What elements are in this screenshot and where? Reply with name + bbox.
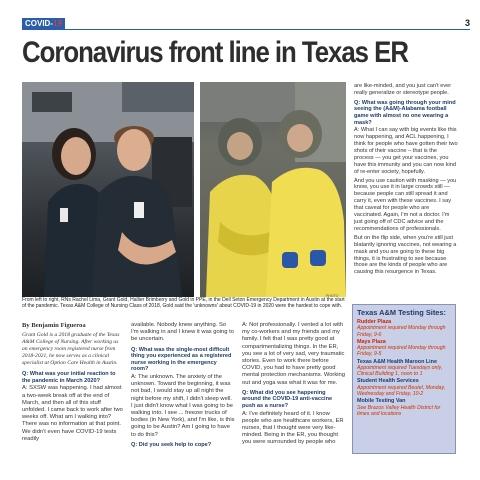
answer: available. Nobody knew anything. So I'm walking in and I knew it was going to be uncertain. (131, 322, 234, 343)
header-rule (22, 29, 470, 30)
site-detail: Appointment required Monday through Friday, 9-6 (357, 325, 446, 338)
photo-nurses-portrait (22, 82, 194, 297)
answer: And you use caution with masking — you know, you use it in large crowds still — because people can still spread it and carry it, even with these vaccines. I say that caveat for people who are vaccinated. Again, I'm not a doctor. I'm just going off of CDC advice and the recommendations of professionals. (354, 177, 457, 232)
site-name: Student Health Services (357, 378, 419, 385)
testing-site (357, 359, 451, 378)
photo-credit: PHOTO (326, 294, 339, 298)
answer: A: What I can say with big events like this now happening, and ACL happening, I think for people who have gotten their two shots of their vaccine – that is the process — you get your vaccines, you have this immunity and you can now kind of re-enter society, hopefully. (354, 127, 458, 175)
site-name: Mobile Testing Van (357, 398, 406, 405)
photo-nurses-illustration (22, 82, 194, 297)
page-number: 3 (464, 18, 470, 28)
byline: By Benjamin Figueroa (22, 322, 86, 329)
photo-caption: From left to right, RNs Rachel Lima, Grant Gold, Hallier Brimberry and Gold in PPE, in the Dell Seton Emergency Department in Austin at the start of the pandemic. Texas A&M College of Nursing Class of 2018, Gold said the 'unknowns' about COVID-19 in 2020 were the hardest to cope with. (22, 297, 345, 310)
article-column-4 (354, 83, 458, 278)
testing-site (357, 378, 451, 397)
article-column-3 (242, 322, 346, 449)
section-tag (22, 18, 65, 29)
answer: A: SXSW was happening. I had almost a two-week break off at the end of March, and then all of this stuff unfolded. I came back to work after two weeks off. What am I walking into? There was no information at that point. We didn't even have COVID-19 tests readily (22, 385, 123, 442)
question: Q: Did you seek help to cope? (131, 441, 212, 448)
testing-site (357, 398, 451, 417)
section-year: 19 (53, 19, 62, 28)
site-name: Texas A&M Health Maroon Line (357, 358, 437, 365)
question: Q: What was the single-most difficult thing you experienced as a registered nurse working in the emergency room? (131, 346, 232, 373)
question: Q: What was your initial reaction to the pandemic in March 2020? (22, 371, 116, 384)
page-header (0, 18, 480, 30)
testing-site (357, 339, 451, 358)
testing-site (357, 319, 451, 338)
site-detail: See Brazos Valley Health District for times and locations (357, 404, 441, 417)
site-name: Mays Plaza (357, 338, 386, 345)
site-name: Rudder Plaza (357, 319, 392, 325)
answer: are like-minded, and you just can't ever really generalize or stereotype people. (354, 83, 452, 96)
photo-ppe-illustration (200, 82, 346, 297)
answer: A: I've definitely heard of it. I know people who are healthcare workers, ER nurses, that I thought were very like-minded. Being in the ER, you thought you were surrounded by people who (242, 410, 344, 446)
site-detail: Appointment required Tuesdays only, Clinical Building 1, noon to 1 (357, 365, 443, 378)
site-detail: Appointment required Beutel, Monday, Wednesday and Friday, 10-2 (357, 384, 446, 398)
question: Q: What was going through your mind seeing the (A&M)-Alabama football game with almost no one wearing a mask? (354, 99, 456, 126)
article-column-1 (22, 322, 124, 445)
section-label: COVID- (25, 19, 53, 28)
question: Q: What did you see happening around the COVID-19 anti-vaccine push as a nurse? (242, 389, 333, 410)
article-column-2 (131, 322, 235, 449)
author-bio: Grant Gold is a 2018 graduate of the Texas A&M College of Nursing. After working as an emergency room registered nurse from 2018-2021, he now serves as a clinical specialist at Option Care Health in Austin. (22, 332, 120, 367)
testing-sites-box (352, 304, 456, 454)
answer: But on the flip side, when you're still just blatantly ignoring vaccines, not wearing a mask and you are going to these big things, it is frustrating to see because those are the kinds of people who are causing this resurgence in Texas. (354, 234, 457, 276)
photo-nurses-ppe (200, 82, 346, 297)
testing-sites-title: Texas A&M Testing Sites: (357, 308, 446, 317)
site-detail: Appointment required Monday through Friday, 9-5 (357, 345, 446, 358)
answer: A: The unknown. The anxiety of the unknown. Toward the beginning, it was not bad, I would stay up all night the night before my shift, I didn't sleep well. I just didn't know what I was going to be walking into. I see ... freezer trucks of bodies (in New York), and I'm like, is this going to be Austin? Am I going to have to do this? (131, 373, 235, 438)
headline: Coronavirus front line in Texas ER (22, 36, 408, 69)
answer: A: Not professionally. I vented a lot with my co-workers and my friends and my family. I felt that I was pretty good at compartmentalizing things. In the ER, you see a lot of very sad, very traumatic stories. Even to work there before COVID, you had to have pretty good mental protection mechanisms. Working out and yoga was what it was for me. (242, 322, 345, 386)
